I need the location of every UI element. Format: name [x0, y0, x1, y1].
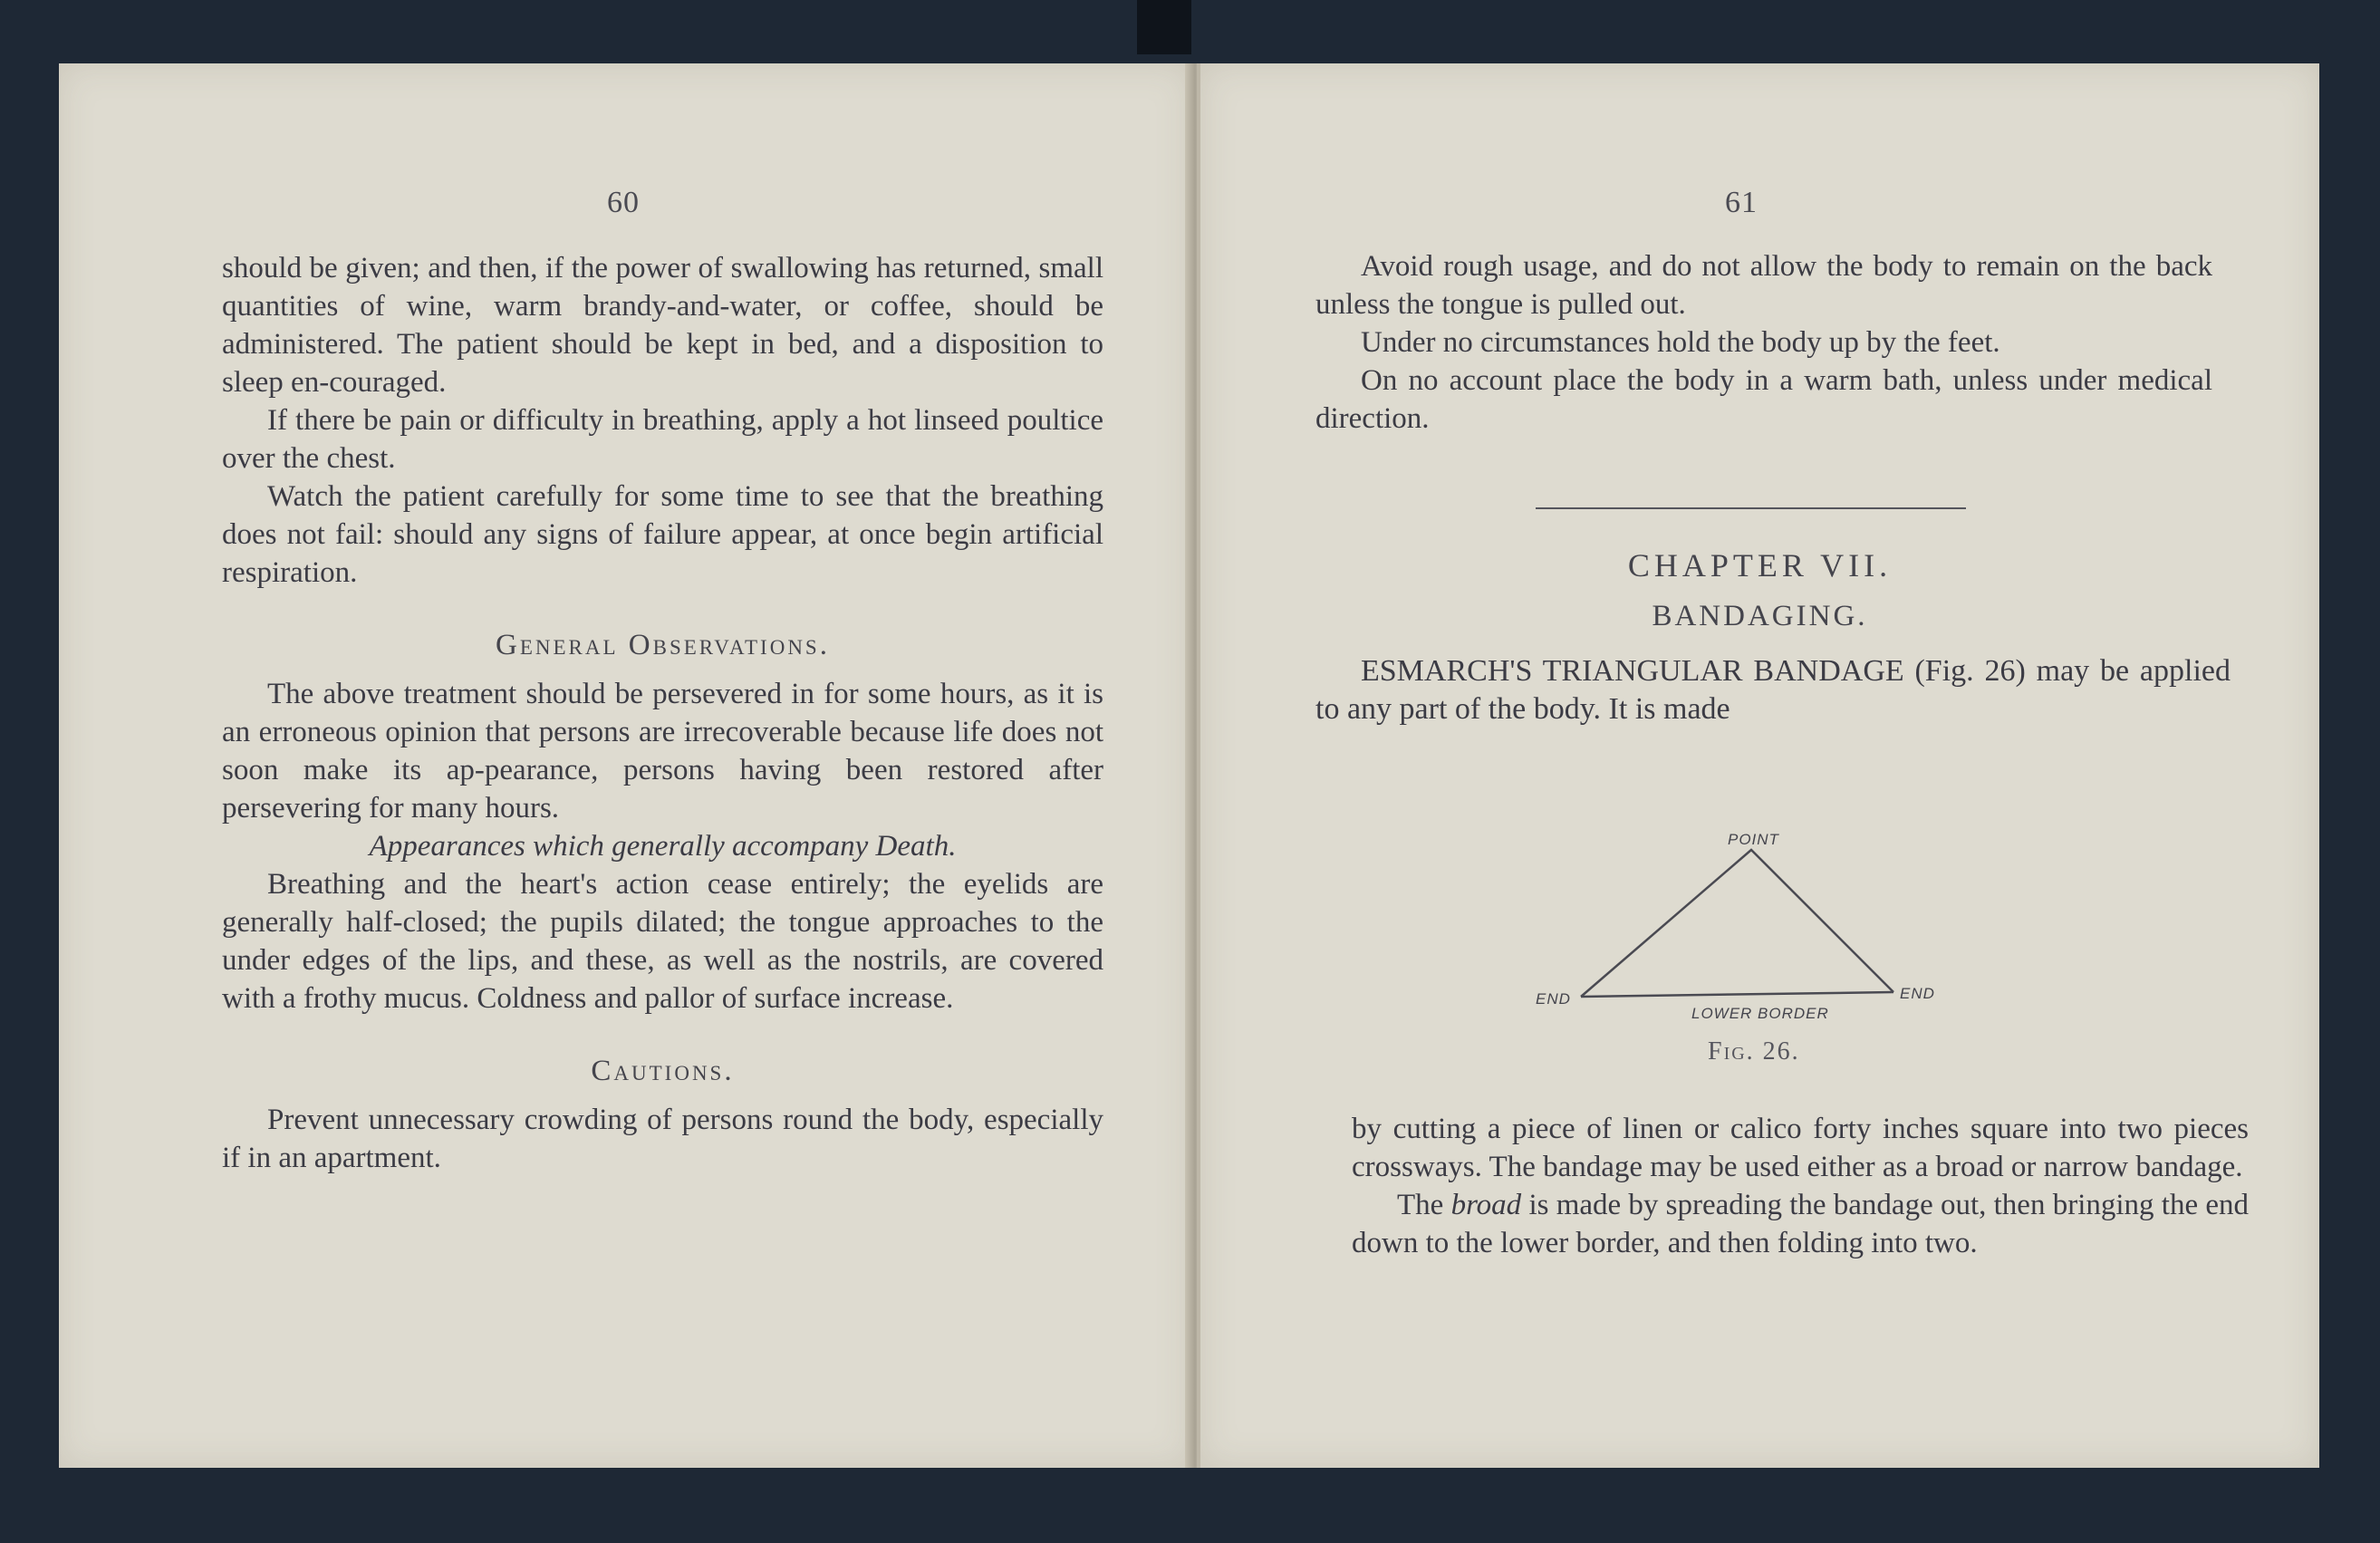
chapter-number: CHAPTER VII. [1627, 547, 1893, 583]
bandage-triangle-outline [1581, 850, 1893, 997]
right-page-top-body [1315, 247, 2212, 438]
label-point: POINT [1728, 831, 1779, 848]
right-page [1197, 63, 2319, 1468]
right-page-bottom-body [1352, 1110, 2249, 1262]
broad-bandage-paragraph [1352, 1186, 2249, 1262]
chapter-title: BANDAGING. [1652, 600, 1868, 632]
triangular-bandage-figure [1527, 752, 2034, 1042]
chapter-divider-rule [1536, 507, 1966, 509]
broad-prefix: The [1397, 1189, 1451, 1221]
left-paragraph-3: Watch the patient carefully for some time to see that the breathing does not fail: should any signs of failure appear, at once begin artificial respiration. [222, 480, 1103, 589]
cautions-paragraph: Prevent unnecessary crowding of persons round the body, especially if in an apartment. [222, 1104, 1103, 1174]
left-page-body [222, 249, 1103, 1177]
left-paragraph-2: If there be pain or difficulty in breathing, apply a hot linseed poultice over the chest. [222, 404, 1103, 475]
right-paragraph-3: On no account place the body in a warm bath, unless under medical direction. [1315, 364, 2212, 435]
cautions-heading: Cautions. [591, 1055, 735, 1087]
after-figure-paragraph: by cutting a piece of linen or calico forty inches square into two pieces crossways. The bandage may be used either as a broad or narrow bandage. [1352, 1113, 2249, 1183]
general-observations-paragraph: The above treatment should be persevered in for some hours, as it is an erroneous opinion that persons are irrecoverable because life does not soon make its ap-pearance, persons having been restored after persevering for many hours. [222, 678, 1103, 825]
appearances-paragraph: Breathing and the heart's action cease entirely; the eyelids are generally half-closed; the pupils dilated; the tongue approaches to the under edges of the lips, and these, as well as the nostrils, are covered with a frothy mucus. Coldness and pallor of surface increase. [222, 868, 1103, 1015]
left-page-number: 60 [607, 186, 640, 219]
right-paragraph-2: Under no circumstances hold the body up by the feet. [1361, 326, 2000, 359]
spine-top [1137, 0, 1191, 54]
left-paragraph-1: should be given; and then, if the power of swallowing has returned, small quantities of wine, warm brandy-and-water, or coffee, should be administered. The patient should be kept in bed, and a disposition to sleep en-couraged. [222, 252, 1103, 399]
right-paragraph-1: Avoid rough usage, and do not allow the body to remain on the back unless the tongue is pulled out. [1315, 250, 2212, 321]
general-observations-heading: General Observations. [496, 629, 830, 661]
label-lower-border: LOWER BORDER [1691, 1005, 1829, 1022]
label-end-right: END [1900, 985, 1935, 1002]
right-page-number: 61 [1725, 186, 1758, 219]
broad-rest: is made by spreading the bandage out, then bringing the end down to the lower border, and then folding into two. [1352, 1189, 2249, 1259]
label-end-left: END [1536, 990, 1571, 1008]
figure-caption: Fig. 26. [1708, 1037, 1800, 1066]
bandage-lower-border-line [1581, 992, 1893, 997]
esmarch-paragraph [1315, 652, 2231, 728]
appearances-heading: Appearances which generally accompany Death. [369, 830, 957, 863]
left-page [59, 63, 1197, 1468]
broad-word: broad [1450, 1189, 1522, 1221]
esmarch-text: ESMARCH'S TRIANGULAR BANDAGE (Fig. 26) may be applied to any part of the body. It is made [1315, 654, 2231, 726]
